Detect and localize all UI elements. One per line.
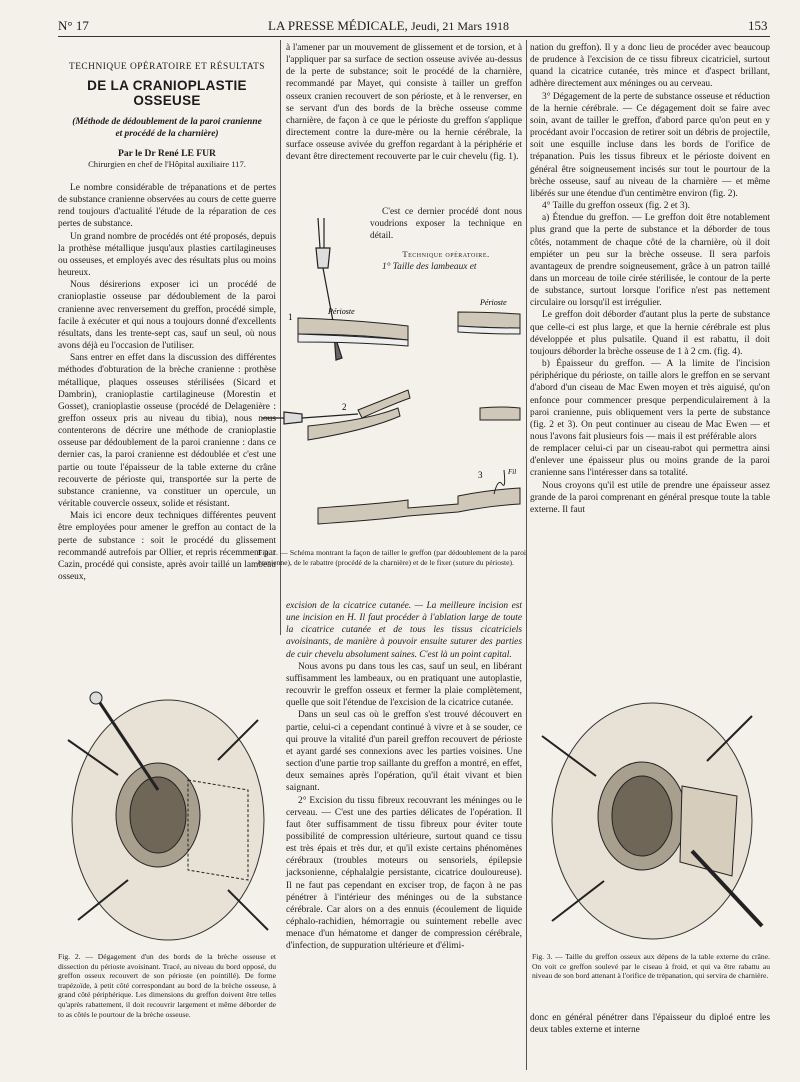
header-rule [58,36,770,37]
paragraph: Nous croyons qu'il est utile de prendre une épaisseur assez grande de la paroi comprenant en général presque toute la table externe. Il faut [530,480,770,515]
paragraph: Nous avons pu dans tous les cas, sauf un seul, en libérant suffisamment les lambeaux, ou en pratiquant une autoplastie, recouvrir le greffon osseux et fermer la plaie complètement, quelle que soit l'étendue de l'excision de la cicatrice cutanée. [286,661,522,709]
paragraph: C'est ce dernier procédé dont nous voudrions exposer la technique en détail. [370,207,522,242]
bone-section-1 [298,312,520,346]
journal-name [268,18,509,34]
article-affiliation: Chirurgien en chef de l'Hôpital auxiliaire 117. [88,159,246,169]
paragraph: de remplacer celui-ci par un ciseau-rabot qui permettra ainsi d'enlever une épaisseur plus ou moins grande de la paroi cranienne sans l'intéresser dans sa totalité. [530,444,770,479]
section-heading: Technique opératoire. [402,249,490,260]
subsection-heading: 1° Taille des lambeaux et [382,261,477,272]
paragraph: donc en général pénétrer dans l'épaisseur du diploé entre les deux tables externe et interne [530,1013,770,1036]
paragraph: b) Épaisseur du greffon. — A la limite de l'incision périphérique du périoste, on taille alors le greffon en se servant d'abord d'un ciseau de Mac Ewen moyen et très aiguisé, qu'on enfonce pour commencer presque perpendiculairement à la paroi cranienne, puis obliquement vers la perte de substance (fig. 2 et 3). On peut continuer au ciseau de Mac Ewen — et nous l'avons fait plusieurs fois — mais il est préférable alors [530,359,770,442]
paragraph: excision de la cicatrice cutanée. — La meilleure incision est une incision en H. Il faut procéder à l'ablation large de toute la cicatrice cutanée et de tous les tissus cicatriciels avoisinants, de manière à pouvoir ensuite suturer des parties de cuir chevelu absolument saines. C'est là un point capital. [286,601,522,660]
paragraph: 3° Dégagement de la perte de substance osseuse et réduction de la hernie cérébrale. — Ce dégagement doit se faire avec soin, avant de tailler le greffon, d'abord parce qu'on peut en y procédant avoir l'occasion de retirer soit un débris de projectile, soit une esquille incluse dans les bords de l'orifice de trépanation. Puis les tissus fibreux et le périoste doivent en général être soigneusement incisés sur tout le pourtour de la brèche osseuse, sauf au niveau de la charnière — et même libérés sur une étendue d'un centimètre environ (fig. 2). [530,91,770,199]
column-divider [526,40,527,1070]
step-number-3: 3 [478,470,483,480]
column-3-text [530,42,770,516]
paragraph: Un grand nombre de procédés ont été proposés, depuis la prothèse métallique jusqu'aux plasties cartilagineuses ou osseuses, et employés avec des résultats plus ou moins heureux. [58,231,276,279]
caption-text: Fig. 1. — Schéma montrant la façon de tailler le greffon (par dédoublement de la paroi cranienne), de le rabattre (procédé de la charnière) et de le fixer (suture du périoste). [258,548,526,567]
journal-title: LA PRESSE MÉDICALE, [268,18,408,33]
figure-2-illustration [58,680,276,950]
paragraph: Nous désirerions exposer ici un procédé de cranioplastie osseuse par dédoublement de la paroi cranienne avec renversement du greffon, procédé simple, facile à exécuter et qui nous a toujours donné d'excellents résultats, dans les trente-sept cas, sauf un seul, où nous avons déjà eu l'occasion de l'utiliser. [58,280,276,352]
column-1-text [58,182,276,583]
paragraph: 2° Excision du tissu fibreux recouvrant les méninges ou le cerveau. — C'est une des parties délicates de l'opération. Il faut ôter suffisamment de tissu fibreux pour éviter toute possibilité de compression ultérieure, surtout quand ce tissu est très épais et très dur, et qu'il existe certains phénomènes cérébraux (troubles moteurs ou sensoriels, épilepsie jacksonienne, céphalalgie persistante, cicatrice douloureuse). Il ne faut pas cependant en exciser trop, de façon à ne pas pénétrer à l'intérieur des méninges ou de la substance cérébrale. Car alors on a des ennuis (écoulement de liquide céphalo-rachidien, hémorragie ou suintement rebelle avec menace d'un hématome et danger de compression cérébrale, d'infection, de suppuration ultérieure et d'élimi- [286,795,522,952]
article-title: DE LA CRANIOPLASTIE OSSEUSE [87,78,247,108]
figure-2-caption [58,952,276,1019]
article-byline: Par le Dr René LE FUR [118,148,216,159]
bone-section-3 [318,488,520,524]
figure-1-caption [258,548,526,567]
step-number-2: 2 [342,402,347,412]
periosteum-label-1: Périoste [328,307,355,316]
paragraph: 4° Taille du greffon osseux (fig. 2 et 3). [542,201,691,212]
periosteum-label-2: Périoste [480,298,507,307]
caption-text: Fig. 2. — Dégagement d'un des bords de la brèche osseuse et dissection du périoste avoisinant. Tracé, au niveau du bord opposé, du greffon osseux recouvert de son périoste (en pointillé). De forme trapézoïde, à petit côté correspondant au bord de la brèche osseuse, à grand côté périphérique. Les dimensions du greffon doivent être telles qu'après rabattement, il doit recouvrir largement et même déborder de to as côtés le pourtour de la brèche osseuse. [58,952,276,1019]
figure-3-caption [532,952,770,981]
caption-text: Fig. 3. — Taille du greffon osseux aux dépens de la table externe du crâne. On voit ce greffon soulevé par le ciseau à froid, et qui va être rabattu au niveau de son bord attenant à l'orifice de trépanation, qui servira de charnière. [532,952,770,981]
step-number-1: 1 [288,312,293,322]
issue-date: Jeudi, 21 Mars 1918 [411,19,510,33]
figure-1-diagram [258,208,526,548]
column-2-text-c [286,600,522,953]
page-number: 153 [748,18,768,33]
paragraph: à l'amener par un mouvement de glissement et de torsion, et à l'appliquer par sa surface de section osseuse avivée au-dessus de la perte de substance; soit le procédé de la charnière, recommandé par Mayet, qui consiste à tailler un greffon osseux cranien recouvert de son périoste, et à le renverser, en se servant d'un des bords de la brèche osseuse comme charnière, de façon à ce que le périoste du greffon s'applique directement contre la dure-mère ou la hernie cérébrale, la surface osseuse avivée du greffon regardant à la périphérie et devant être directement recouverte par le cuir chevelu (fig. 1). [286,43,522,163]
paragraph: Sans entrer en effet dans la discussion des différentes méthodes d'obturation de la brèche cranienne : prothèse métallique, plaques osseuses stérilisées (Sicard et Dambrin), cranioplastie cartilagineuse (Morestin et Gosset), cranioplastie osseuse (procédé de Delagenière : greffon osseux pris au niveau du tibia), nous nous contenterons de décrire une méthode de cranioplastie osseuse par dédoublement de la paroi cranienne : dans ce dernier cas, la paroi cranienne est dédoublée et c'est une partie ou toute l'épaisseur de la table externe du crâne recouverte de périoste qui, transportée sur la perte de substance cranienne, va constituer un opercule, un véritable couvercle osseux, solide et résistant. [58,353,276,510]
paragraph: a) Étendue du greffon. — Le greffon doit être notablement plus grand que la perte de substance et la déborder de tous côtés, notamment de chaque côté de la charnière, où il doit empiéter un peu sur la brèche osseuse. Il sera parfois avantageux de prendre soigneusement, grâce à un patron taillé dans un morceau de toile cirée stérilisée, le contour de la perte de substance, surtout lorsque l'orifice n'est pas nettement circulaire ou lorsqu'il est irrégulier. [530,213,770,309]
article-kicker: TECHNIQUE OPÉRATOIRE ET RÉSULTATS [68,62,266,72]
figure-3-illustration [532,676,770,946]
graft-lifted [680,786,737,876]
suture-label: Fil [508,468,517,476]
page-number-label: N° 17 [58,18,89,33]
article-head [58,62,276,169]
paragraph: Mais ici encore deux techniques différentes peuvent être employées pour amener le greffon au contact de la perte de substance : soit le procédé du glissement recommandé autrefois par Ollier, et repris récemment par Cazin, procédé qui consiste, après avoir taillé un lambeau osseux, [58,511,276,582]
column-3-text-end [530,1012,770,1036]
article-desc-2: et procédé de la charnière) [115,129,219,139]
paragraph: Dans un seul cas où le greffon s'est trouvé découvert en partie, celui-ci a cependant continué à vivre et à se souder, ce qui prouve la vitalité d'un pareil greffon recouvert de périoste et ayant gardé ses connexions avec les parties voisines. Une section d'une partie trop saillante du greffon a montré, en effet, deux semaines après l'opération, qu'il était vivant et bien saignant. [286,710,522,794]
column-2-text [286,42,522,164]
article-desc-1: (Méthode de dédoublement de la paroi cranienne [72,117,262,127]
paragraph: nation du greffon). Il y a donc lieu de procéder avec beaucoup de prudence à l'excision de ce tissu fibreux cicatriciel, surtout quand la cicatrice cutanée, très mince et d'aspect brillant, adhère directement aux méninges ou au cerveau. [530,43,770,90]
paragraph: Le greffon doit déborder d'autant plus la perte de substance que celle-ci est plus large, et que la hernie cérébrale est plus développée et plus pulsatile. Quand il est rabattu, il doit toujours déborder la brèche osseuse de 1 à 2 cm. (fig. 4). [530,310,770,357]
paragraph: Le nombre considérable de trépanations et de pertes de substance cranienne observées au cours de cette guerre rend toujours d'actualité l'étude de la réparation de ces pertes de substance. [58,183,276,230]
